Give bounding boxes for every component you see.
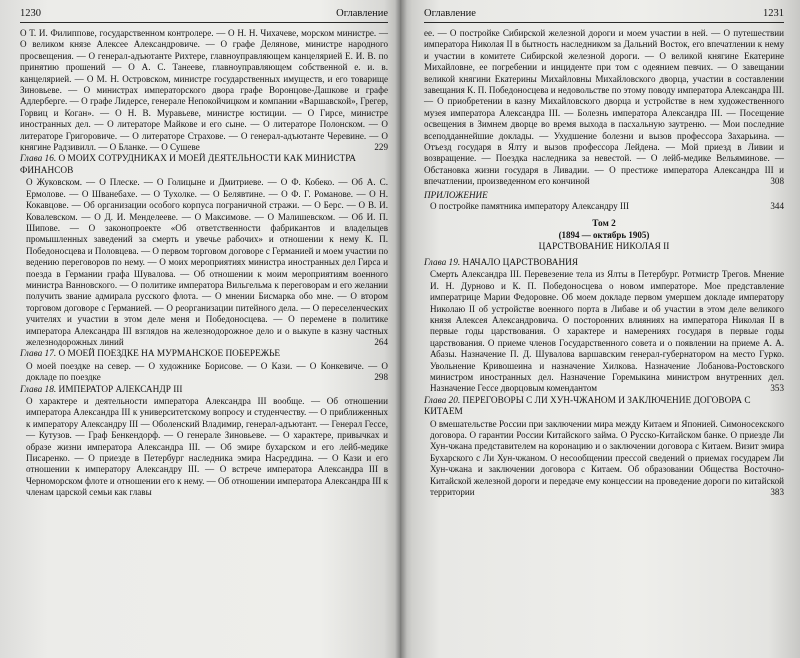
chapter-16-body <box>20 177 388 348</box>
chapter-16-text: О Жуковском. — О Плеске. — О Голицыне и Дмитриеве. — О Ф. Кобеко. — Об А. С. Ермолове. — О Шванебахе. — О Тухолке. — О Белявтине. — О Ф. Г. Романове. — О Н. Кокавцове. — Об организации особого корпуса пограничной стражи. — О Берс. — О В. И. Ковалевском. — О Д. И. Менделеевe. — О Максимове. — О Малишевском. — Об И. П. Шипове. — О законопроекте «Об ответственности фабрикантов и владельцев промышленных заведений за смерть и увечье рабочих» и отношении к нему К. П. Победоносцева и Половцева. — О первом торговом договоре с Германией и моем участии по ведению переговоров по нему. — О моих мероприятиях министра иностранных дел Гирса и поезда в Германии графа Шувалова. — Об отношении к моим мероприятиям военного министра Ванновского. — О политике императора Вильгельма к переговорам и его желании получить звание адмирала русского флота. — О мнении Бисмарка обо мне. — О втором торговом договоре с Германией. — О реорганизации питейного дела. — О переселенческих учителях и участии в этом деле меня и Победоносцева. — О переменe в политике императора Александра III взглядов на железнодорожное дело и о выкупе в казну частных железнодорожных линий <box>26 177 388 347</box>
chapter-18 <box>20 385 388 499</box>
chapter-19-number: Глава 19. <box>424 257 461 268</box>
chapter-19-body <box>424 269 784 394</box>
left-intro-entry <box>20 28 388 153</box>
volume-name: ЦАРСТВОВАНИЕ НИКОЛАЯ II <box>538 241 670 252</box>
chapter-18-title <box>20 385 388 396</box>
left-page-header <box>20 6 388 23</box>
chapter-20-title <box>424 396 784 419</box>
chapter-16-title <box>20 154 388 177</box>
right-page-number: 1231 <box>763 8 784 19</box>
chapter-19-title <box>424 258 784 269</box>
appendix-page: 344 <box>770 201 784 212</box>
chapter-17-number: Глава 17. <box>20 349 57 360</box>
chapter-16-page: 264 <box>374 336 388 347</box>
chapter-16-name: О МОИХ СОТРУДНИКАХ И МОЕЙ ДЕЯТЕЛЬНОСТИ КАК МИНИСТРА ФИНАНСОВ <box>20 154 356 176</box>
chapter-18-name: ИМПЕРАТОР АЛЕКСАНДР III <box>58 384 183 395</box>
chapter-16 <box>20 154 388 348</box>
chapter-20 <box>424 396 784 499</box>
chapter-20-text: О вмешательстве России при заключении мира между Китаем и Японией. Симоносекского договора. О гарантии России Китайского займа. О Русско-Китайском банке. О приезде Ли Хун-чжана представителем на коронацию и о заключении договора с Китаем. Визит эмира Бухарского с Ли Хун-чжаном. О несообщении прессой сведений о приемах государем Ли Хун-чжана и заключении договора с Китаем. Об образовании Общества Восточно-Китайской железной дороги и передаче ему концессии на проведение дороги по китайской территории <box>430 418 784 498</box>
volume-title: Том 2 <box>592 218 616 229</box>
right-intro-entry <box>424 28 784 188</box>
chapter-17-text: О моей поездке на север. — О художнике Борисове. — О Кази. — О Конкевиче. — О докладе по поездке <box>26 360 388 383</box>
chapter-20-name: ПЕРЕГОВОРЫ С ЛИ ХУН-ЧЖАНОМ И ЗАКЛЮЧЕНИЕ ДОГОВОРА С КИТАЕМ <box>424 395 751 418</box>
left-page-number: 1230 <box>20 8 41 19</box>
right-running-title: Оглавление <box>424 8 476 19</box>
chapter-17-body <box>20 361 388 384</box>
chapter-19-name: НАЧАЛО ЦАРСТВОВАНИЯ <box>462 257 579 268</box>
chapter-19-text: Смерть Александра III. Перевезение тела из Ялты в Петербург. Ротмистр Трегов. Мнение И. Н. Дурново и К. П. Победоносцева о новом императоре. Мое представление императрице Марии Федоровне. Об моем докладе первом умершем докладе императору Николаю II об устройстве военного порта в Либаве и об участии в этом деле великого князя Алексея Александровича. О посторонних влияниях на императора Николая II в первые годы царствования. О характере и намерениях государя в первые годы царствования. О приеме членов Государственного совета и о появлении на приеме А. А. Абазы. Назначение П. Д. Шувалова варшавским генерал-губернатором на место Гурко. Увольнение Кривошеина и назначение Хилкова. Назначение Лобанова-Ростовского министром иностранных дел. Назначение Горемыкина министром внутренних дел. Назначение Гессе дворцовым комендантом <box>430 269 784 394</box>
right-page <box>400 0 800 658</box>
left-running-title: Оглавление <box>336 8 388 19</box>
left-intro-text: О Т. И. Филиппове, государственном контролере. — О Н. Н. Чихачеве, морском министре. — О великом князе Алексее Александровиче. — О графе Делянове, министре народного просвещения. — О генерал-адъютанте Рихтере, главноуправляющем канцелярией Е. И. В. по принятию прошений — О А. С. Танееве, главноуправляющем собственной е. и. в. канцелярией. — О М. Н. Островском, министре государственных имуществ, и его товарище Зиновьеве. — О министрах императорского двора графе Воронцове-Дашкове и графе Адлерберге. — О графе Лидерсе, генерале Непокойчицком и компании «Варшавской», Грегер, Горвиц и Коган». — О Н. В. Муравьеве, министре юстиции. — О Гирсе, министре иностранных дел. — О литераторе Майкове и его сыне. — О литераторе Полонском. — О литераторе Григоровиче. — О литераторе Страхове. — О генерал-адъютанте Черевине. — О княгине Радзивилл. — О Бланке. — О Сушеве <box>20 28 388 153</box>
chapter-17-name: О МОЕЙ ПОЕЗДКЕ НА МУРМАНСКОЕ ПОБЕРЕЖЬЕ <box>58 349 281 360</box>
appendix-text: О постройке памятника императору Александру III <box>430 201 630 212</box>
book-gutter-shadow <box>395 0 407 658</box>
chapter-18-number: Глава 18. <box>20 384 57 395</box>
appendix-entry <box>424 201 784 212</box>
chapter-20-number: Глава 20. <box>424 395 461 406</box>
chapter-17-page: 298 <box>374 372 388 383</box>
appendix-title: ПРИЛОЖЕНИЕ <box>424 189 488 200</box>
chapter-17 <box>20 349 388 383</box>
left-intro-page: 229 <box>374 142 388 153</box>
chapter-18-text: О характере и деятельности императора Александра III вообще. — Об отношении императора Александра III к университетскому вопросу и студенчеству. — О приближенных к императору Александру III — Оболенский Владимир, генерал-адъютант. — Генерал Гессе, — Кутузов. — Граф Бенкендорф. — О генерале Зиновьеве. — О характере, привычках и образе жизни императора Александра III. — Об эмире бухарском и его лейб-медике Писаренко. — О приезде в Петербург наследника эмира Насреддина. — О Кази и его отношении к императору Александру III. — О встрече императора Александра III в Черноморском флоте и отношении его к нему. — Об отношении императора Александра III к членам царской семьи как главы <box>26 396 388 498</box>
chapter-20-page: 383 <box>770 487 784 498</box>
right-intro-text: ее. — О постройке Сибирской железной дороги и моем участии в ней. — О путешествии императора Николая II в бытность наследником за Дальний Восток, его впечатлении к нему и участии в комитете Сибирской железной дороги. — О великой княгине Екатерине Михайловне, ее погребении и инциденте при том с одеянием певчих. — О завещании великой княгини Екатерины Михайловны Михайловского дворца, участии в составлении завещания К. П. Победоносцева и недовольстве по этому поводу императора Александра III. — О приобретении в казну Михайловского дворца и устройстве в нем художественного музея императора Александра III. — Болезнь императора Александра III. — Посещение освещения в Зимнем дворце во время выхода в пасхальную заутреню. — Мои последние всеподданнейшие доклады. — Ухудшение болезни и вызов профессора Захарьина. — Отъезд государя в Ялту и вызов профессора Лейдена. — Мой приезд в Ливии и возвращение. — Поездка наследника за невестой. — О лейб-медике Вельяминове. — Обстановка жизни государя в Ливадии. — О престиже императора Александра III и впечатлении, произведенном его кончиной <box>424 28 784 187</box>
chapter-20-body <box>424 419 784 499</box>
chapter-16-number: Глава 16. <box>20 154 57 165</box>
chapter-18-body <box>20 396 388 499</box>
right-page-header <box>424 6 784 23</box>
chapter-19 <box>424 258 784 395</box>
right-intro-page: 308 <box>770 176 784 187</box>
volume-dates: (1894 — октябрь 1905) <box>558 229 650 240</box>
chapter-19-page: 353 <box>770 383 784 394</box>
chapter-17-title <box>20 349 388 360</box>
